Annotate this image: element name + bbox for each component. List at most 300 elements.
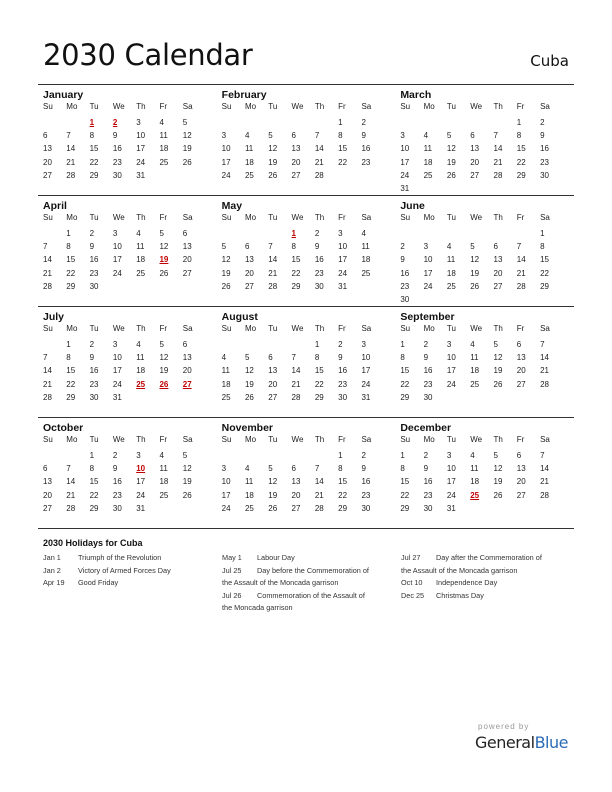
empty-day — [183, 391, 206, 404]
day-cell: 21 — [516, 268, 526, 278]
day-cell: 16 — [540, 144, 549, 154]
week-row — [43, 267, 217, 280]
weekday-label: Tu — [446, 213, 456, 222]
day-cell: 30 — [112, 503, 122, 513]
empty-day — [159, 502, 182, 515]
day-cell: 7 — [314, 464, 320, 474]
day-cell: 26 — [493, 379, 503, 389]
day-cell: 29 — [66, 281, 76, 291]
weekday-label: We — [291, 435, 304, 444]
holiday-name: Commemoration of the Assault of — [257, 590, 365, 600]
day-cell: 20 — [516, 366, 526, 376]
day-cell: 18 — [159, 144, 169, 154]
holiday-date: Jul 25 — [222, 565, 242, 575]
day-cell: 5 — [493, 451, 498, 460]
day-cell: 25 — [361, 268, 371, 278]
week-row — [222, 351, 396, 364]
weekday-label: Tu — [89, 435, 99, 444]
day-cell: 1 — [338, 118, 343, 127]
day-cell: 31 — [112, 392, 122, 402]
day-cell: 2 — [361, 451, 366, 460]
day-cell: 22 — [66, 379, 76, 389]
day-cell: 25 — [136, 268, 146, 278]
day-cell: 29 — [89, 170, 99, 180]
week-row — [43, 364, 217, 377]
day-cell: 13 — [182, 242, 192, 252]
empty-day — [159, 169, 182, 182]
day-cell: 19 — [470, 268, 480, 278]
day-cell: 5 — [244, 353, 250, 363]
day-cell: 25 — [423, 170, 433, 180]
day-cell: 13 — [516, 353, 526, 363]
month-name: June — [400, 200, 425, 212]
weekday-label: Fr — [338, 102, 346, 111]
day-cell: 4 — [470, 451, 475, 460]
week-row — [222, 156, 396, 169]
day-cell: 23 — [423, 379, 433, 389]
holiday-column — [222, 552, 369, 615]
day-cell: 14 — [43, 366, 52, 376]
day-cell: 2 — [314, 229, 320, 238]
day-cell: 4 — [423, 131, 429, 141]
day-cell: 14 — [291, 366, 301, 376]
holiday-item — [43, 552, 171, 565]
day-cell: 17 — [112, 255, 122, 265]
day-cell: 11 — [470, 464, 479, 474]
weekday-label: Tu — [268, 213, 278, 222]
empty-day — [517, 182, 540, 195]
day-cell: 15 — [540, 255, 549, 265]
day-cell: 2 — [361, 118, 366, 127]
week-row — [400, 351, 574, 364]
day-cell: 16 — [89, 366, 99, 376]
holiday-date: Jan 1 — [43, 553, 61, 562]
week-row — [43, 502, 217, 515]
day-cell: 9 — [361, 464, 366, 474]
day-cell: 23 — [112, 490, 122, 500]
day-cell: 19 — [182, 144, 192, 154]
day-cell: 1 — [400, 340, 405, 349]
month-april — [38, 196, 217, 306]
day-cell: 8 — [338, 131, 343, 141]
day-cell: 27 — [470, 170, 480, 180]
day-cell: 28 — [540, 490, 549, 500]
day-cell: 17 — [112, 366, 122, 376]
empty-day — [470, 227, 493, 240]
weekday-label: Fr — [516, 213, 525, 222]
day-cell: 21 — [314, 490, 324, 500]
day-cell: 17 — [446, 366, 456, 376]
day-cell: 15 — [314, 366, 324, 376]
holiday-day-cell: 26 — [159, 379, 169, 389]
week-row — [222, 142, 396, 155]
empty-day — [470, 182, 493, 195]
empty-day — [424, 182, 447, 195]
weekday-header — [43, 324, 217, 338]
day-cell: 5 — [182, 118, 188, 127]
day-cell: 13 — [516, 464, 526, 474]
week-row — [400, 391, 574, 404]
holiday-date: May 1 — [222, 553, 242, 562]
day-cell: 3 — [446, 340, 452, 349]
day-cell: 13 — [291, 477, 301, 487]
day-cell: 31 — [136, 170, 146, 180]
day-cell: 3 — [400, 131, 405, 141]
day-cell: 10 — [338, 242, 348, 252]
day-cell: 30 — [423, 392, 433, 402]
holiday-name: Victory of Armed Forces Day — [78, 565, 171, 575]
day-cell: 1 — [338, 451, 343, 460]
empty-day — [400, 116, 423, 129]
empty-day — [517, 391, 540, 404]
week-row — [400, 502, 574, 515]
day-cell: 9 — [314, 242, 320, 252]
day-cell: 8 — [291, 242, 296, 252]
day-cell: 11 — [221, 366, 230, 376]
empty-day — [540, 182, 563, 195]
day-cell: 20 — [244, 268, 254, 278]
day-cell: 24 — [400, 170, 410, 180]
day-cell: 16 — [338, 366, 348, 376]
day-cell: 30 — [89, 281, 99, 291]
brand-logo — [475, 733, 568, 752]
week-row — [43, 240, 217, 253]
holidays-title: 2030 Holidays for Cuba — [43, 538, 143, 548]
week-row — [400, 364, 574, 377]
empty-day — [447, 227, 470, 240]
day-cell: 3 — [221, 464, 227, 474]
day-cell: 24 — [136, 490, 146, 500]
holiday-date: Dec 25 — [401, 590, 425, 600]
month-name: February — [221, 89, 267, 101]
day-cell: 22 — [540, 268, 549, 278]
day-cell: 28 — [314, 170, 324, 180]
day-cell: 8 — [66, 242, 71, 252]
day-cell: 20 — [516, 477, 526, 487]
day-cell: 28 — [66, 170, 76, 180]
day-cell: 1 — [516, 118, 522, 127]
weekday-label: Mo — [66, 324, 78, 333]
empty-day — [222, 338, 245, 351]
day-cell: 29 — [400, 503, 410, 513]
empty-day — [361, 280, 384, 293]
day-cell: 12 — [159, 353, 169, 363]
day-cell: 16 — [112, 144, 122, 154]
empty-day — [540, 293, 563, 306]
day-cell: 20 — [493, 268, 503, 278]
day-cell: 23 — [338, 379, 348, 389]
day-cell: 6 — [244, 242, 250, 252]
day-cell: 9 — [89, 242, 95, 252]
day-cell: 16 — [112, 477, 122, 487]
day-cell: 9 — [112, 464, 118, 474]
weekday-label: Fr — [516, 435, 525, 444]
week-row — [222, 116, 396, 129]
holiday-date: Jan 2 — [43, 565, 61, 575]
empty-day — [424, 116, 447, 129]
day-cell: 4 — [470, 340, 475, 349]
week-row — [43, 338, 217, 351]
day-cell: 7 — [268, 242, 273, 252]
weekday-label: Fr — [516, 102, 525, 111]
day-cell: 2 — [400, 242, 405, 252]
day-cell: 11 — [244, 144, 254, 154]
day-cell: 26 — [244, 392, 254, 402]
week-row — [43, 391, 217, 404]
day-cell: 14 — [314, 477, 324, 487]
weekday-header — [222, 324, 396, 338]
day-cell: 8 — [338, 464, 343, 474]
day-cell: 3 — [338, 229, 343, 238]
month-may — [217, 196, 396, 306]
empty-day — [447, 293, 470, 306]
day-cell: 3 — [446, 451, 452, 460]
day-cell: 28 — [43, 392, 52, 402]
day-cell: 8 — [66, 353, 71, 363]
day-cell: 7 — [314, 131, 320, 141]
day-cell: 15 — [66, 366, 76, 376]
holiday-item — [222, 565, 369, 578]
weekday-label: We — [470, 213, 483, 222]
day-cell: 8 — [314, 353, 320, 363]
day-cell: 24 — [221, 170, 231, 180]
day-cell: 27 — [291, 170, 301, 180]
day-cell: 5 — [268, 131, 273, 141]
weekday-label: Su — [221, 324, 232, 333]
day-cell: 27 — [268, 392, 278, 402]
empty-day — [517, 227, 540, 240]
weekday-label: Sa — [361, 213, 372, 222]
day-cell: 26 — [221, 281, 231, 291]
day-cell: 16 — [423, 366, 433, 376]
day-cell: 11 — [470, 353, 479, 363]
day-cell: 20 — [182, 255, 192, 265]
weekday-label: Sa — [540, 102, 550, 111]
day-cell: 29 — [338, 503, 348, 513]
calendar-grid — [38, 84, 574, 529]
week-row — [43, 116, 217, 129]
day-cell: 18 — [136, 366, 146, 376]
empty-day — [113, 280, 136, 293]
weekday-header — [222, 435, 396, 449]
weekday-header — [400, 213, 574, 227]
day-cell: 22 — [314, 379, 324, 389]
weekday-label: Th — [136, 324, 146, 333]
day-cell: 8 — [400, 353, 405, 363]
day-cell: 10 — [112, 353, 122, 363]
day-cell: 9 — [423, 464, 429, 474]
weekday-label: Sa — [361, 102, 372, 111]
day-cell: 7 — [66, 464, 71, 474]
holiday-item — [43, 565, 171, 578]
holiday-date: Jul 27 — [401, 553, 421, 562]
empty-day — [222, 449, 245, 462]
day-cell: 26 — [470, 281, 480, 291]
weekday-label: Tu — [446, 435, 456, 444]
day-cell: 15 — [89, 477, 99, 487]
month-name: January — [43, 89, 84, 101]
week-row — [222, 502, 396, 515]
weekday-header — [43, 435, 217, 449]
day-cell: 30 — [338, 392, 348, 402]
empty-day — [292, 338, 315, 351]
day-cell: 7 — [516, 242, 522, 252]
day-cell: 17 — [400, 157, 410, 167]
weekday-label: Sa — [540, 213, 550, 222]
month-name: May — [221, 200, 243, 212]
empty-day — [43, 116, 66, 129]
day-cell: 11 — [159, 464, 168, 474]
day-cell: 18 — [136, 255, 146, 265]
day-cell: 29 — [89, 503, 99, 513]
day-cell: 18 — [244, 490, 254, 500]
day-cell: 10 — [136, 131, 146, 141]
day-cell: 24 — [446, 490, 456, 500]
empty-day — [470, 293, 493, 306]
day-cell: 6 — [43, 464, 48, 474]
month-row — [38, 84, 574, 195]
day-cell: 25 — [446, 281, 456, 291]
day-cell: 1 — [314, 340, 320, 349]
week-row — [43, 227, 217, 240]
day-cell: 16 — [361, 144, 371, 154]
empty-day — [43, 338, 66, 351]
day-cell: 5 — [493, 340, 498, 349]
holiday-date: Apr 19 — [43, 578, 65, 588]
empty-day — [222, 227, 245, 240]
month-name: August — [221, 311, 258, 323]
day-cell: 25 — [159, 157, 169, 167]
day-cell: 7 — [540, 451, 545, 460]
day-cell: 21 — [314, 157, 324, 167]
month-row — [38, 306, 574, 417]
day-cell: 7 — [43, 353, 48, 363]
weekday-label: Th — [136, 102, 146, 111]
day-cell: 24 — [338, 268, 348, 278]
day-cell: 15 — [516, 144, 526, 154]
empty-day — [315, 449, 338, 462]
day-cell: 11 — [244, 477, 254, 487]
empty-day — [136, 391, 159, 404]
week-row — [43, 142, 217, 155]
empty-day — [494, 182, 517, 195]
day-cell: 6 — [516, 340, 522, 349]
weekday-label: Sa — [540, 435, 550, 444]
week-row — [400, 253, 574, 266]
day-cell: 29 — [314, 392, 324, 402]
day-cell: 9 — [89, 353, 95, 363]
month-name: November — [221, 422, 274, 434]
week-row — [222, 391, 396, 404]
empty-day — [245, 116, 268, 129]
day-cell: 23 — [361, 157, 371, 167]
weekday-label: Su — [43, 213, 53, 222]
day-cell: 29 — [540, 281, 549, 291]
day-cell: 21 — [493, 157, 503, 167]
week-row — [400, 169, 574, 182]
day-cell: 5 — [470, 242, 475, 252]
holiday-item — [401, 590, 542, 603]
holiday-name: Christmas Day — [436, 590, 484, 600]
day-cell: 12 — [446, 144, 456, 154]
empty-day — [517, 293, 540, 306]
weekday-label: Mo — [423, 324, 435, 333]
day-cell: 2 — [112, 451, 118, 460]
empty-day — [494, 116, 517, 129]
empty-day — [66, 116, 89, 129]
day-cell: 22 — [66, 268, 76, 278]
week-row — [43, 280, 217, 293]
week-row — [222, 129, 396, 142]
day-cell: 10 — [423, 255, 433, 265]
day-cell: 21 — [66, 157, 76, 167]
holiday-name-continued: the Assault of the Moncada garrison — [222, 578, 339, 588]
day-cell: 15 — [338, 477, 348, 487]
day-cell: 18 — [244, 157, 254, 167]
weekday-label: Th — [314, 102, 325, 111]
week-row — [43, 378, 217, 391]
day-cell: 6 — [268, 353, 273, 363]
week-row — [222, 462, 396, 475]
weekday-label: Fr — [338, 213, 346, 222]
weekday-label: Th — [493, 102, 503, 111]
day-cell: 17 — [361, 366, 371, 376]
day-cell: 5 — [268, 464, 273, 474]
day-cell: 6 — [291, 464, 296, 474]
day-cell: 12 — [182, 131, 192, 141]
empty-day — [183, 169, 206, 182]
empty-day — [494, 227, 517, 240]
holiday-column — [401, 552, 542, 602]
day-cell: 19 — [268, 490, 278, 500]
day-cell: 14 — [540, 353, 549, 363]
empty-day — [447, 116, 470, 129]
day-cell: 20 — [470, 157, 480, 167]
day-cell: 15 — [66, 255, 76, 265]
day-cell: 23 — [89, 268, 99, 278]
empty-day — [268, 338, 291, 351]
day-cell: 19 — [159, 366, 169, 376]
day-cell: 28 — [516, 281, 526, 291]
day-cell: 9 — [540, 131, 545, 141]
week-row — [222, 280, 396, 293]
week-row — [222, 227, 396, 240]
day-cell: 20 — [291, 490, 301, 500]
day-cell: 30 — [112, 170, 122, 180]
week-row — [222, 253, 396, 266]
weekday-label: We — [112, 213, 125, 222]
day-cell: 7 — [291, 353, 296, 363]
day-cell: 28 — [43, 281, 52, 291]
weekday-header — [43, 102, 217, 116]
day-cell: 27 — [182, 268, 192, 278]
day-cell: 11 — [361, 242, 370, 252]
empty-day — [494, 502, 517, 515]
day-cell: 17 — [446, 477, 456, 487]
weekday-label: Tu — [89, 324, 99, 333]
month-november — [217, 418, 396, 528]
day-cell: 21 — [43, 379, 52, 389]
weekday-label: Th — [314, 435, 325, 444]
week-row — [43, 462, 217, 475]
day-cell: 15 — [338, 144, 348, 154]
week-row — [43, 129, 217, 142]
weekday-label: Mo — [244, 213, 257, 222]
weekday-label: Su — [43, 324, 53, 333]
day-cell: 14 — [493, 144, 503, 154]
day-cell: 3 — [136, 118, 141, 127]
day-cell: 9 — [361, 131, 366, 141]
